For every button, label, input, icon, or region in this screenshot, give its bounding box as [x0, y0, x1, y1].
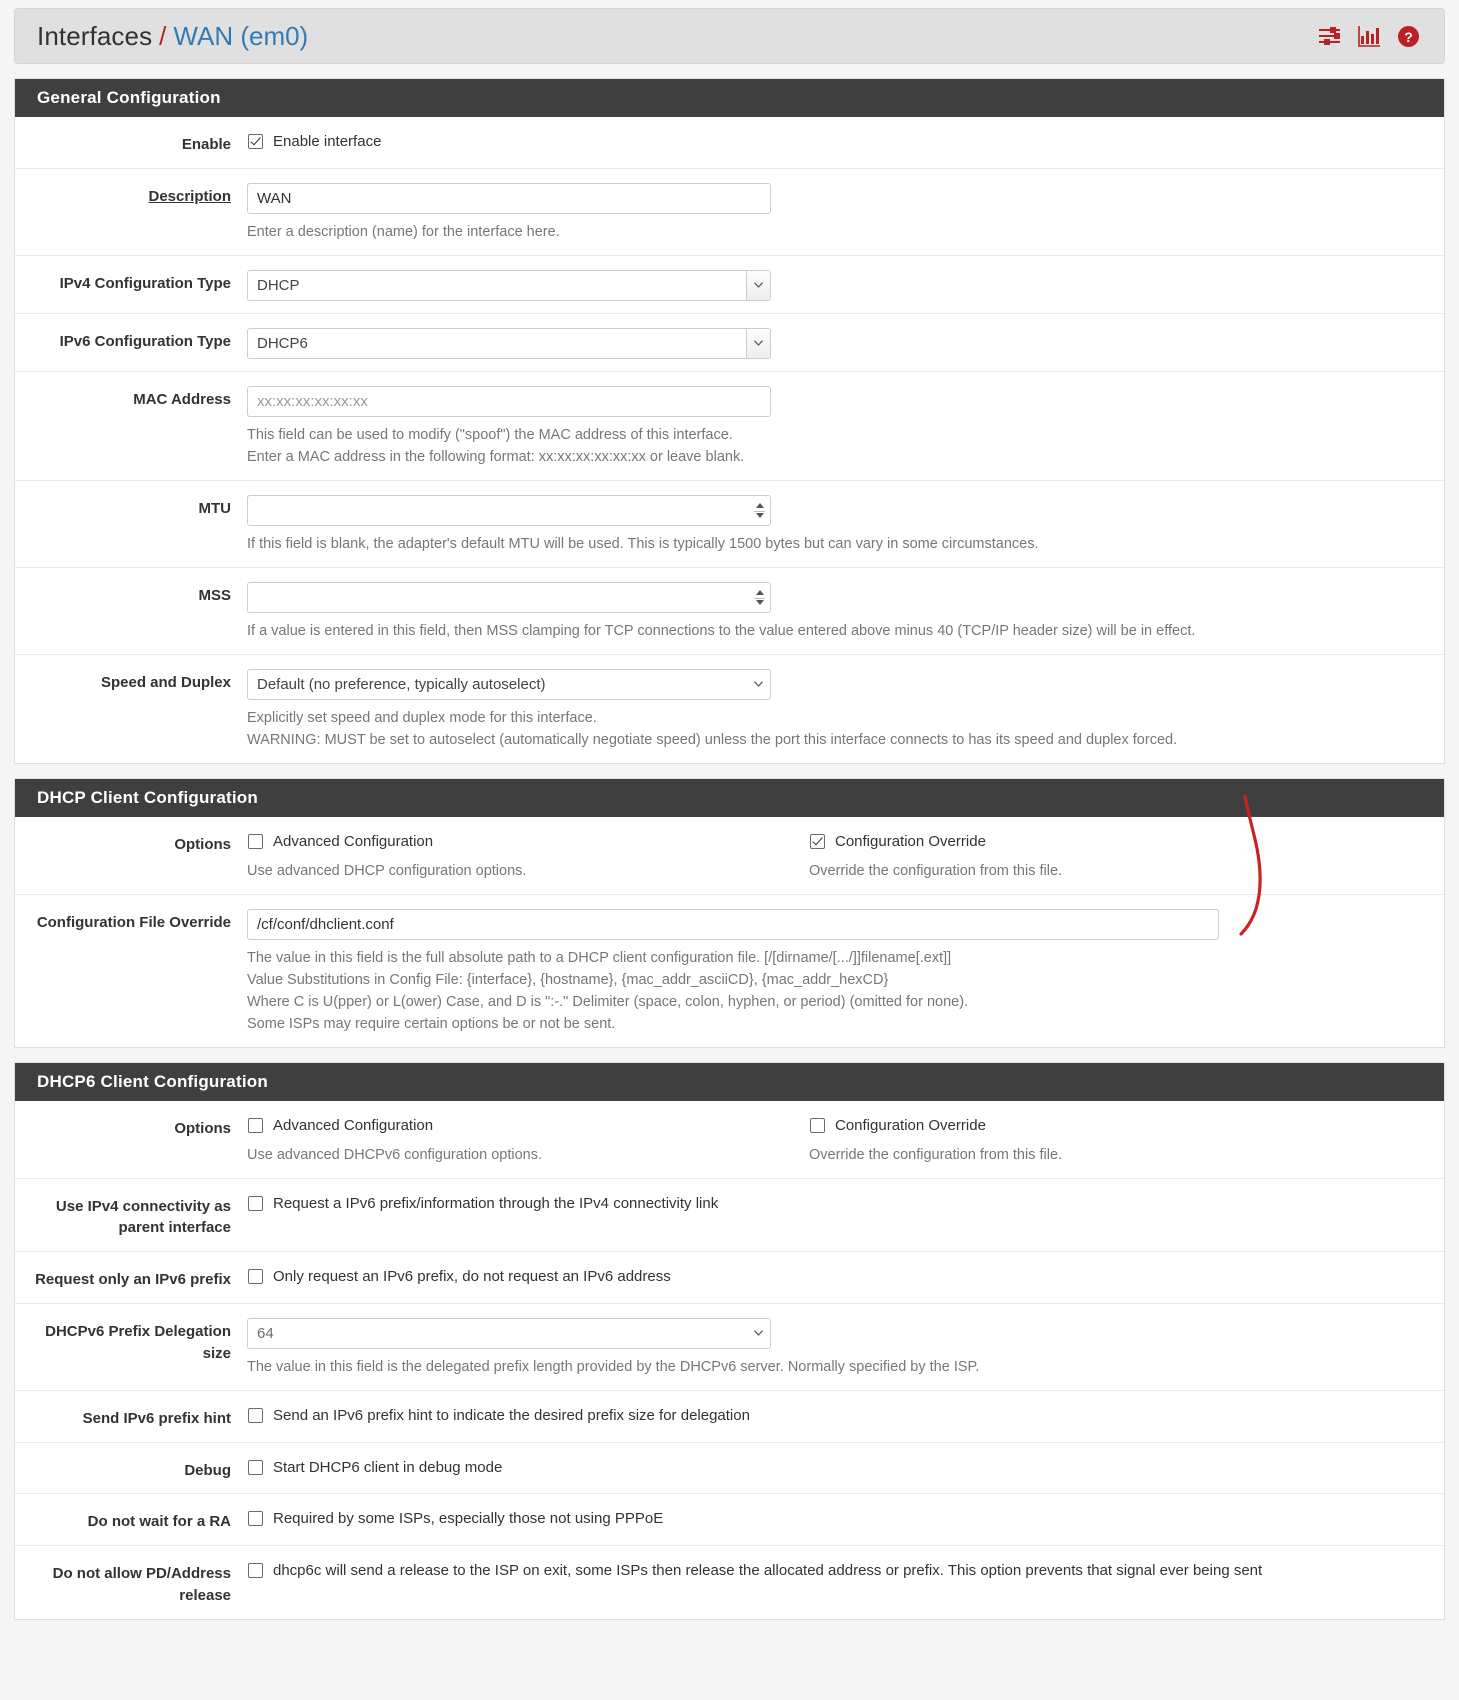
panel-title-dhcp: DHCP Client Configuration — [15, 779, 1444, 817]
row-debug — [15, 1443, 1444, 1495]
breadcrumb-root[interactable]: Interfaces — [37, 20, 153, 51]
help-dhcp6-override — [809, 1144, 1424, 1166]
dhcp6-options-columns — [247, 1115, 1424, 1166]
chevron-down-icon[interactable] — [746, 329, 770, 358]
row-parent-interface — [15, 1179, 1444, 1253]
label-mtu: MTU — [198, 499, 231, 517]
header-icon-group — [1318, 25, 1426, 48]
panel-dhcp-client-configuration — [14, 778, 1445, 1048]
enable-interface-checkbox-line[interactable] — [247, 131, 1424, 153]
spinner-icon[interactable] — [750, 497, 769, 524]
row-prefix-hint — [15, 1391, 1444, 1443]
help-pd-size — [247, 1356, 1424, 1378]
help-speed-duplex — [247, 707, 1424, 751]
mtu-stepper[interactable] — [247, 495, 771, 526]
help-dhcp6-advanced — [247, 1144, 809, 1166]
mss-input[interactable] — [247, 582, 771, 613]
chevron-down-icon[interactable] — [746, 1319, 770, 1348]
help-pd-size-text: The value in this field is the delegated prefix length provided by the DHCPv6 server. Normally specified by the ISP. — [247, 1358, 980, 1375]
dhcp-advanced-column — [247, 831, 809, 882]
label-enable: Enable — [181, 136, 231, 153]
row-no-release — [15, 1546, 1444, 1619]
field-prefix-hint — [247, 1405, 1444, 1430]
parent-interface-label: Request a IPv6 prefix/information through the IPv4 connectivity link — [273, 1194, 719, 1212]
no-wait-ra-checkbox[interactable] — [248, 1511, 263, 1526]
help-dhcp6-override-text: Override the configuration from this file. — [809, 1146, 1063, 1163]
dhcp6-advanced-checkbox[interactable] — [248, 1118, 263, 1133]
dhcp6-override-label: Configuration Override — [835, 1116, 986, 1134]
debug-label: Start DHCP6 client in debug mode — [273, 1458, 503, 1476]
field-prefix-only — [247, 1266, 1444, 1291]
field-mss — [247, 582, 1444, 642]
field-dhcp-options — [247, 831, 1444, 882]
mac-address-input[interactable] — [247, 386, 771, 417]
breadcrumb-separator: / — [159, 20, 167, 51]
debug-checkbox-line[interactable] — [247, 1457, 1424, 1479]
prefix-only-checkbox-line[interactable] — [247, 1266, 1424, 1288]
help-dhcp-override — [809, 860, 1424, 882]
dhcp-override-column — [809, 831, 1424, 882]
ipv4-config-type-select[interactable] — [247, 270, 771, 301]
field-ipv6-config-type — [247, 328, 1444, 359]
label-dhcp-options: Options — [174, 835, 231, 853]
help-speed-line2: WARNING: MUST be set to autoselect (automatically negotiate speed) unless the port this interface connects to has its speed and duplex forced. — [247, 731, 1178, 748]
prefix-hint-label: Send an IPv6 prefix hint to indicate the desired prefix size for delegation — [273, 1406, 750, 1424]
dhcp-options-columns — [247, 831, 1424, 882]
help-config-line2: Value Substitutions in Config File: {interface}, {hostname}, {mac_addr_asciiCD}, {mac_addr_hexCD} — [247, 971, 889, 988]
pfsense-interface-page — [0, 8, 1459, 1700]
help-mac-line2: Enter a MAC address in the following format: xx:xx:xx:xx:xx:xx or leave blank. — [247, 448, 745, 465]
row-dhcp-options — [15, 817, 1444, 895]
ipv6-config-type-select[interactable] — [247, 328, 771, 359]
field-pd-size — [247, 1318, 1444, 1378]
label-no-release: Do not allow PD/Address release — [52, 1565, 231, 1604]
row-prefix-only — [15, 1252, 1444, 1304]
bar-chart-icon[interactable] — [1358, 25, 1381, 47]
field-description — [247, 183, 1444, 243]
dhcp-advanced-checkbox[interactable] — [248, 834, 263, 849]
field-mtu — [247, 495, 1444, 555]
ipv6-config-type-value: DHCP6 — [247, 328, 771, 359]
mss-stepper[interactable] — [247, 582, 771, 613]
ipv4-config-type-value: DHCP — [247, 270, 771, 301]
help-dhcp-config-file — [247, 947, 1424, 1035]
help-icon[interactable] — [1397, 25, 1420, 48]
dhcp6-advanced-column — [247, 1115, 809, 1166]
prefix-only-checkbox[interactable] — [248, 1269, 263, 1284]
help-speed-line1: Explicitly set speed and duplex mode for this interface. — [247, 709, 597, 726]
label-parent-interface: Use IPv4 connectivity as parent interface — [55, 1197, 231, 1237]
dhcp6-advanced-label: Advanced Configuration — [273, 1116, 434, 1134]
dhcp6-override-checkbox[interactable] — [810, 1118, 825, 1133]
prefix-only-label: Only request an IPv6 prefix, do not request an IPv6 address — [273, 1268, 671, 1286]
sliders-icon[interactable] — [1318, 25, 1342, 47]
dhcp6-override-checkbox-line[interactable] — [809, 1115, 1424, 1137]
pd-size-value: 64 — [247, 1318, 771, 1349]
row-pd-size — [15, 1304, 1444, 1391]
dhcp-override-checkbox-line[interactable] — [809, 831, 1424, 853]
parent-interface-checkbox-line[interactable] — [247, 1193, 1424, 1215]
help-config-line3: Where C is U(pper) or L(ower) Case, and D is ":-." Delimiter (space, colon, hyphen, or period) (omitted for none). — [247, 993, 969, 1010]
help-mtu-text: If this field is blank, the adapter's default MTU will be used. This is typically 1500 bytes but can vary in some circumstances. — [247, 535, 1039, 552]
no-release-label: dhcp6c will send a release to the ISP on exit, some ISPs then release the allocated address or prefix. This option prevents that signal ever being sent — [273, 1562, 1263, 1580]
chevron-down-icon[interactable] — [746, 670, 770, 699]
dhcp6-advanced-checkbox-line[interactable] — [247, 1115, 809, 1137]
row-mtu — [15, 481, 1444, 568]
dhcp-advanced-checkbox-line[interactable] — [247, 831, 809, 853]
row-dhcp6-options — [15, 1101, 1444, 1179]
dhcp-advanced-label: Advanced Configuration — [273, 832, 434, 850]
no-release-checkbox[interactable] — [248, 1563, 263, 1578]
dhcp-override-label: Configuration Override — [835, 832, 986, 850]
debug-checkbox[interactable] — [248, 1460, 263, 1475]
no-wait-ra-label: Required by some ISPs, especially those not using PPPoE — [273, 1510, 664, 1528]
field-no-wait-ra — [247, 1508, 1444, 1533]
help-dhcp-advanced-text: Use advanced DHCP configuration options. — [247, 862, 527, 879]
dhcp-config-file-input[interactable] — [247, 909, 1219, 940]
no-wait-ra-checkbox-line[interactable] — [247, 1508, 1424, 1530]
help-dhcp-advanced — [247, 860, 809, 882]
description-input[interactable] — [247, 183, 771, 214]
field-parent-interface — [247, 1193, 1444, 1240]
label-prefix-hint: Send IPv6 prefix hint — [82, 1409, 231, 1427]
breadcrumb-current[interactable]: WAN (em0) — [173, 20, 309, 51]
dhcp6-override-column — [809, 1115, 1424, 1166]
help-description — [247, 221, 1424, 243]
field-ipv4-config-type — [247, 270, 1444, 301]
field-enable — [247, 131, 1444, 156]
label-speed-duplex: Speed and Duplex — [100, 673, 231, 691]
row-dhcp-config-file — [15, 895, 1444, 1047]
dhcp-override-checkbox[interactable] — [810, 834, 825, 849]
field-dhcp6-options — [247, 1115, 1444, 1166]
panel-general-configuration — [14, 78, 1445, 764]
label-mss: MSS — [198, 586, 231, 604]
label-ipv4-config-type: IPv4 Configuration Type — [59, 274, 231, 292]
row-mac-address — [15, 372, 1444, 481]
help-config-line4: Some ISPs may require certain options be or not be sent. — [247, 1015, 616, 1032]
panel-title-general: General Configuration — [15, 79, 1444, 117]
panel-dhcp6-client-configuration — [14, 1062, 1445, 1620]
enable-interface-label: Enable interface — [273, 133, 382, 150]
label-description: Description — [148, 187, 231, 205]
mtu-input[interactable] — [247, 495, 771, 526]
help-mtu — [247, 533, 1424, 555]
label-pd-size: DHCPv6 Prefix Delegation size — [45, 1322, 231, 1362]
prefix-hint-checkbox[interactable] — [248, 1408, 263, 1423]
row-mss — [15, 568, 1444, 655]
field-debug — [247, 1457, 1444, 1482]
row-enable — [15, 117, 1444, 169]
help-dhcp6-advanced-text: Use advanced DHCPv6 configuration options. — [247, 1146, 542, 1163]
enable-interface-checkbox[interactable] — [248, 134, 263, 149]
help-config-line1: The value in this field is the full absolute path to a DHCP client configuration file. [/[dirname/[.../]]filename[.ext]] — [247, 949, 952, 966]
help-mss-text: If a value is entered in this field, then MSS clamping for TCP connections to the value entered above minus 40 (TCP/IP header size) will be in effect. — [247, 622, 1196, 639]
help-dhcp-override-text: Override the configuration from this file. — [809, 862, 1063, 879]
field-no-release — [247, 1560, 1444, 1607]
label-debug: Debug — [184, 1461, 231, 1479]
parent-interface-checkbox[interactable] — [248, 1196, 263, 1211]
row-no-wait-ra — [15, 1494, 1444, 1546]
label-dhcp-config-file: Configuration File Override — [36, 913, 231, 931]
row-ipv4-config-type — [15, 256, 1444, 314]
no-release-checkbox-line[interactable] — [247, 1560, 1424, 1582]
speed-duplex-value: Default (no preference, typically autoselect) — [247, 669, 771, 700]
speed-duplex-select[interactable] — [247, 669, 771, 700]
panel-title-dhcp6: DHCP6 Client Configuration — [15, 1063, 1444, 1101]
prefix-hint-checkbox-line[interactable] — [247, 1405, 1424, 1427]
spinner-icon[interactable] — [750, 584, 769, 611]
panel-body-dhcp6 — [15, 1101, 1444, 1619]
label-no-wait-ra: Do not wait for a RA — [87, 1513, 231, 1531]
label-ipv6-config-type: IPv6 Configuration Type — [59, 332, 231, 350]
panel-body-general — [15, 117, 1444, 763]
label-prefix-only: Request only an IPv6 prefix — [35, 1271, 231, 1289]
svg-text:?: ? — [1404, 28, 1413, 45]
label-dhcp6-options: Options — [174, 1119, 231, 1137]
row-description — [15, 169, 1444, 256]
breadcrumb-bar — [14, 8, 1445, 64]
panel-body-dhcp — [15, 817, 1444, 1047]
chevron-down-icon[interactable] — [746, 271, 770, 300]
help-mac-line1: This field can be used to modify ("spoof") the MAC address of this interface. — [247, 426, 733, 443]
help-mac-address — [247, 424, 1424, 468]
row-speed-duplex — [15, 655, 1444, 763]
field-mac-address — [247, 386, 1444, 468]
help-description-text: Enter a description (name) for the interface here. — [247, 223, 560, 240]
pd-size-select[interactable] — [247, 1318, 771, 1349]
field-speed-duplex — [247, 669, 1444, 751]
row-ipv6-config-type — [15, 314, 1444, 372]
field-dhcp-config-file — [247, 909, 1444, 1035]
help-mss — [247, 620, 1424, 642]
label-mac-address: MAC Address — [133, 390, 231, 408]
